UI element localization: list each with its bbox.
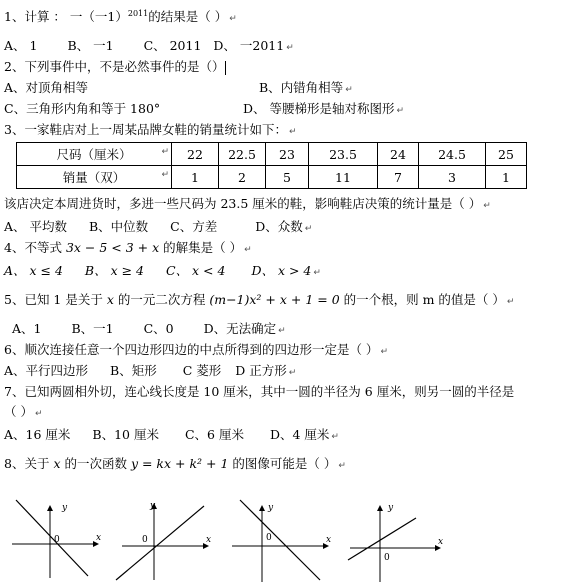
table-cell-text: 5 <box>283 169 291 185</box>
q7-stem <box>4 384 514 400</box>
q7-option-b: B、10 厘米 <box>92 427 159 442</box>
q4-option-c: C、 x < 4 <box>166 263 226 278</box>
return-mark-icon: ↵ <box>380 347 388 357</box>
table-cell <box>486 166 527 189</box>
q3-option-c: C、方差 <box>170 219 218 234</box>
return-mark-icon: ↵ <box>244 245 252 255</box>
q2-option-a: A、对顶角相等 <box>4 80 89 95</box>
table-cell-text: 23 <box>279 146 295 162</box>
q2-option-c: C、三角形内角和等于 180° <box>4 101 161 116</box>
q5-stem-text: 5、已知 1 是关于 <box>4 292 107 307</box>
q3-option-b: B、中位数 <box>89 219 149 234</box>
return-mark-icon: ↵ <box>288 368 297 378</box>
return-mark-icon: ↵ <box>288 127 297 137</box>
q5-stem <box>4 292 514 310</box>
return-mark-icon: ↵ <box>331 432 339 442</box>
axis-x-label: x <box>206 535 212 545</box>
q8-function: y = kx + k² + 1 <box>130 456 229 471</box>
return-mark-icon: ↵ <box>286 43 294 53</box>
q8-graph-d <box>348 503 443 582</box>
table-cell-text: 1 <box>502 169 510 185</box>
q2-stem <box>4 59 226 75</box>
q6-option-a: A、平行四边形 <box>4 363 89 378</box>
q8-stem-tail: 的图像可能是（ ） <box>228 456 337 471</box>
graph-line <box>240 500 320 580</box>
origin-label: 0 <box>54 535 60 545</box>
graph-line <box>348 518 416 560</box>
axis-x-label: x <box>326 535 332 545</box>
q1-option-c: C、 2011 <box>143 38 202 53</box>
table-cell <box>486 143 527 166</box>
q2-option-b: B、内错角相等 <box>259 80 344 95</box>
table-cell <box>378 143 419 166</box>
q2-option-d-wrap <box>243 101 404 119</box>
q8-graph-b <box>116 501 211 580</box>
q7-stem-text: 7、已知两圆相外切，连心线长度是 10 厘米，其中一圆的半径为 6 厘米，则另一圆的半径是 <box>4 384 515 399</box>
return-mark-icon: ↵ <box>483 201 491 211</box>
graph-line <box>16 500 88 576</box>
table-cell <box>172 166 219 189</box>
q1-stem-tail: 的结果是（ ） <box>148 9 228 24</box>
q4-inequality: 3x − 5 < 3 + x <box>65 240 160 255</box>
q4-options <box>4 263 321 281</box>
q1-option-a: A、 1 <box>4 38 38 53</box>
q5-stem-mid: 的一元二次方程 <box>113 292 210 307</box>
table-cell-text: 24.5 <box>438 146 466 162</box>
q5-stem-tail: 的一个根，则 m 的值是（ ） <box>339 292 505 307</box>
q5-variable: x <box>106 292 114 307</box>
q6-stem-text: 6、顺次连接任意一个四边形四边的中点所得到的四边形一定是（ ） <box>4 342 379 357</box>
return-mark-icon: ↵ <box>34 409 43 419</box>
table-cell-text: 3 <box>448 169 456 185</box>
table-cell <box>219 143 266 166</box>
table-header-text: 尺码（厘米） <box>56 147 132 162</box>
q5-option-a: A、1 <box>12 321 42 336</box>
q8-graph-options <box>10 496 555 582</box>
q1-option-d: D、 一2011 <box>213 38 285 53</box>
table-cell-text: 25 <box>498 146 514 162</box>
table-cell-text: 22 <box>187 146 203 162</box>
q3-question <box>4 196 491 214</box>
q4-option-a: A、 x ≤ 4 <box>4 263 63 278</box>
q3-stem <box>4 122 297 140</box>
q4-stem-text: 4、不等式 <box>4 240 66 255</box>
return-mark-icon: ↵ <box>345 85 353 95</box>
table-cell <box>219 166 266 189</box>
table-cell <box>266 166 309 189</box>
q7-option-c: C、6 厘米 <box>184 427 244 442</box>
q5-options <box>12 321 286 339</box>
table-cell <box>309 166 378 189</box>
table-cell <box>419 166 486 189</box>
q8-graph-a <box>12 500 101 578</box>
q6-options <box>4 363 296 381</box>
q1-options <box>4 38 294 56</box>
return-mark-icon: ↵ <box>161 147 169 157</box>
q4-stem <box>4 240 252 258</box>
return-mark-icon: ↵ <box>278 326 286 336</box>
q6-option-b: B、矩形 <box>110 363 157 378</box>
table-cell <box>378 166 419 189</box>
axis-y-label: y <box>268 503 274 513</box>
q2-options-row2 <box>4 101 160 117</box>
axis-y-label: y <box>150 501 156 511</box>
q6-option-c: C 菱形 <box>182 363 222 378</box>
q4-stem-tail: 的解集是（ ） <box>159 240 243 255</box>
q3-stem-text: 3、一家鞋店对上一周某品牌女鞋的销量统计如下： <box>4 122 287 137</box>
q6-option-d: D 正方形 <box>235 363 287 378</box>
table-cell <box>172 143 219 166</box>
return-mark-icon: ↵ <box>506 297 515 307</box>
q4-option-b: B、 x ≥ 4 <box>84 263 145 278</box>
q1-option-b: B、 一1 <box>67 38 114 53</box>
q2-option-b-wrap <box>259 80 353 98</box>
q8-stem-mid: 的一次函数 <box>60 456 131 471</box>
origin-label: 0 <box>384 553 390 563</box>
return-mark-icon: ↵ <box>161 170 169 180</box>
q2-stem-text: 2、下列事件中，不是必然事件的是（） <box>4 59 225 74</box>
table-cell-text: 23.5 <box>329 146 357 162</box>
origin-label: 0 <box>142 535 148 545</box>
q5-option-d: D、无法确定 <box>203 321 277 336</box>
q4-option-d: D、 x > 4 <box>251 263 312 278</box>
table-cell-text: 1 <box>191 169 199 185</box>
text-cursor-icon <box>225 61 226 75</box>
table-header-sales <box>17 166 172 189</box>
graph-line <box>116 506 204 580</box>
table-cell-text: 7 <box>394 169 402 185</box>
q8-stem <box>4 456 346 474</box>
return-mark-icon: ↵ <box>304 224 313 234</box>
q7-options <box>4 427 339 445</box>
q3-question-text: 该店决定本周进货时，多进一些尺码为 23.5 厘米的鞋，影响鞋店决策的统计量是（ ） <box>4 196 482 211</box>
table-row <box>17 166 527 189</box>
shoe-sales-table <box>16 142 527 189</box>
axis-x-label: x <box>438 537 444 547</box>
return-mark-icon: ↵ <box>396 106 405 116</box>
table-cell-text: 22.5 <box>228 146 256 162</box>
q1-exponent: 2011 <box>127 9 149 18</box>
q7-option-d: D、4 厘米 <box>269 427 330 442</box>
table-header-text: 销量（双） <box>62 170 126 185</box>
return-mark-icon: ↵ <box>229 14 237 24</box>
table-header-size <box>17 143 172 166</box>
origin-label: 0 <box>266 533 272 543</box>
table-cell-text: 11 <box>335 169 351 185</box>
table-cell <box>419 143 486 166</box>
q1-stem <box>4 9 237 27</box>
table-cell <box>266 143 309 166</box>
q7-stem-line2 <box>4 404 43 422</box>
q2-options-row1 <box>4 80 88 96</box>
q1-stem-text: 1、计算 ： 一（一1） <box>4 9 128 24</box>
q5-option-b: B、一1 <box>71 321 114 336</box>
q5-option-c: C、0 <box>143 321 174 336</box>
table-row <box>17 143 527 166</box>
q3-option-a: A、 平均数 <box>4 219 68 234</box>
q8-variable: x <box>53 456 61 471</box>
q5-equation: (m−1)x² + x + 1 = 0 <box>209 292 340 307</box>
q8-graph-c <box>232 500 331 582</box>
return-mark-icon: ↵ <box>338 461 346 471</box>
table-cell-text: 2 <box>238 169 246 185</box>
q3-option-d: D、众数 <box>255 219 303 234</box>
table-cell <box>309 143 378 166</box>
q2-option-d: D、 等腰梯形是轴对称图形 <box>243 101 395 116</box>
q8-stem-text: 8、关于 <box>4 456 54 471</box>
q7-stem-tail: （ ） <box>4 404 33 419</box>
q7-option-a: A、16 厘米 <box>4 427 71 442</box>
axis-y-label: y <box>388 503 394 513</box>
q6-stem <box>4 342 388 360</box>
axis-x-label: x <box>96 533 102 543</box>
table-cell-text: 24 <box>390 146 406 162</box>
axis-y-label: y <box>62 503 68 513</box>
return-mark-icon: ↵ <box>313 268 321 278</box>
q3-options <box>4 219 312 237</box>
